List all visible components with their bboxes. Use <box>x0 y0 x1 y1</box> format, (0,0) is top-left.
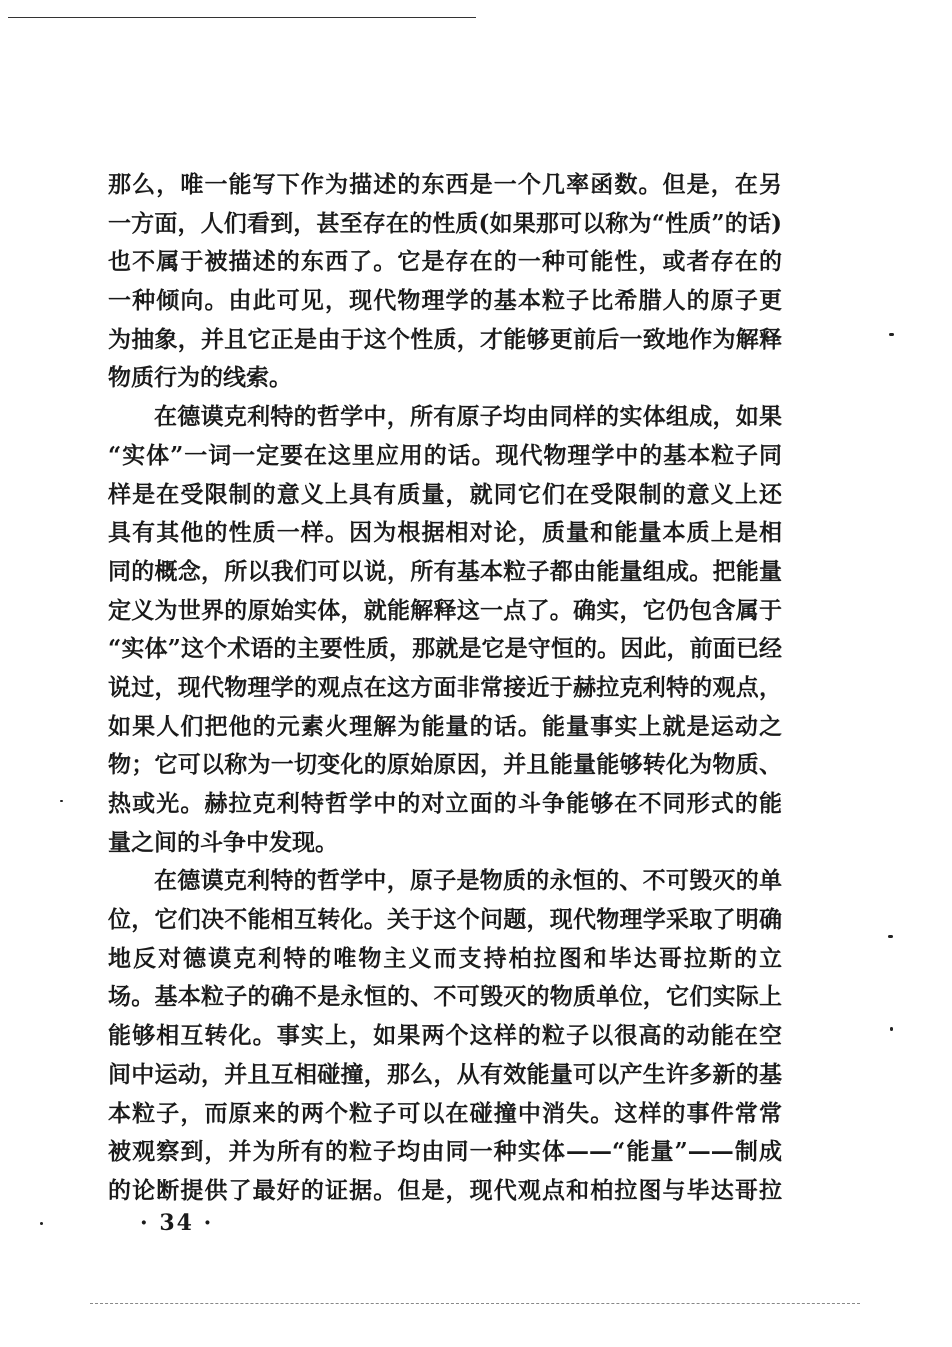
scan-mark <box>40 1222 43 1225</box>
text-line: 也不属于被描述的东西了。它是存在的一种可能性，或者存在的 <box>108 248 782 276</box>
scan-mark <box>60 800 63 802</box>
text-line: 定义为世界的原始实体，就能解释这一点了。确实，它仍包含属于 <box>108 596 782 624</box>
top-rule <box>8 17 476 18</box>
text-line: 同的概念，所以我们可以说，所有基本粒子都由能量组成。把能量 <box>108 557 782 585</box>
text-line: 物；它可以称为一切变化的原始原因，并且能量能够转化为物质、 <box>108 751 782 779</box>
text-line: 的论断提供了最好的证据。但是，现代观点和柏拉图与毕达哥拉 <box>108 1176 782 1204</box>
text-line: 具有其他的性质一样。因为根据相对论，质量和能量本质上是相 <box>108 519 782 547</box>
text-line: 场。基本粒子的确不是永恒的、不可毁灭的物质单位，它们实际上 <box>108 983 782 1011</box>
text-line: 说过，现代物理学的观点在这方面非常接近于赫拉克利特的观点， <box>108 673 782 701</box>
text-line: 能够相互转化。事实上，如果两个这样的粒子以很高的动能在空 <box>108 1022 782 1050</box>
text-line: 被观察到，并为所有的粒子均由同一种实体——“能量”——制成 <box>108 1138 782 1166</box>
text-line: 位，它们决不能相互转化。关于这个问题，现代物理学采取了明确 <box>108 906 782 934</box>
text-line: 间中运动，并且互相碰撞，那么，从有效能量可以产生许多新的基 <box>108 1060 782 1088</box>
text-line: 样是在受限制的意义上具有质量，就同它们在受限制的意义上还 <box>108 480 782 508</box>
text-line: 本粒子，而原来的两个粒子可以在碰撞中消失。这样的事件常常 <box>108 1099 782 1127</box>
text-line: “实体”一词一定要在这里应用的话。现代物理学中的基本粒子同 <box>108 441 782 469</box>
text-line: 如果人们把他的元素火理解为能量的话。能量事实上就是运动之 <box>108 712 782 740</box>
scan-mark <box>889 333 894 336</box>
text-line: 热或光。赫拉克利特哲学中的对立面的斗争能够在不同形式的能 <box>108 790 782 817</box>
text-line: 在德谟克利特的哲学中，所有原子均由同样的实体组成，如果 <box>154 403 782 431</box>
scan-mark <box>888 935 893 938</box>
text-line: 在德谟克利特的哲学中，原子是物质的永恒的、不可毁灭的单 <box>154 867 782 895</box>
text-line: 一种倾向。由此可见，现代物理学的基本粒子比希腊人的原子更 <box>108 287 782 315</box>
scan-mark <box>890 1027 893 1031</box>
text-line: 为抽象，并且它正是由于这个性质，才能够更前后一致地作为解释 <box>108 325 782 353</box>
body-text <box>108 166 782 1211</box>
text-line: 量之间的斗争中发现。 <box>108 828 338 856</box>
text-line: 物质行为的线索。 <box>108 364 292 392</box>
page-number: · 34 · <box>140 1210 214 1236</box>
bottom-rule <box>90 1303 860 1304</box>
text-line: 一方面，人们看到，甚至存在的性质(如果那可以称为“性质”的话) <box>108 209 782 237</box>
text-line: 地反对德谟克利特的唯物主义而支持柏拉图和毕达哥拉斯的立 <box>108 944 782 972</box>
text-line: 那么，唯一能写下作为描述的东西是一个几率函数。但是，在另 <box>108 171 782 198</box>
text-line: “实体”这个术语的主要性质，那就是它是守恒的。因此，前面已经 <box>108 635 782 663</box>
